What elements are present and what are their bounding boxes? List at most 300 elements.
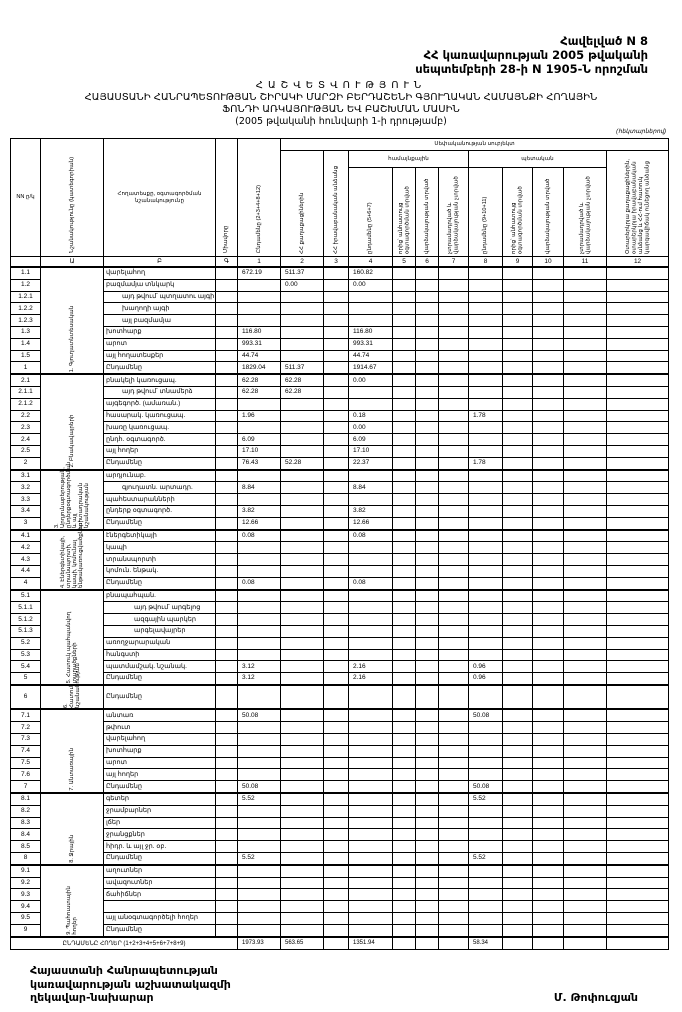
unit-cell [216, 889, 238, 901]
value-cell-col5 [393, 565, 416, 577]
value-cell-col1: 116.80 [238, 326, 281, 338]
value-cell-col8 [469, 734, 503, 746]
header-c6 [416, 168, 439, 257]
value-cell-col10 [533, 494, 564, 506]
unit-cell [216, 386, 238, 398]
value-cell-col6 [416, 291, 439, 303]
index-row [11, 257, 669, 268]
row-number: 3 [11, 517, 41, 529]
unit-cell [216, 410, 238, 422]
table-row [11, 482, 669, 494]
value-cell-col2 [281, 877, 324, 889]
value-cell-col3 [324, 793, 349, 805]
land-type: գյուղատն. արտադր. [104, 482, 216, 494]
value-cell-col11 [564, 494, 607, 506]
row-number: 5.1.2 [11, 614, 41, 626]
total-value-col11 [564, 937, 607, 950]
value-cell-col11 [564, 362, 607, 374]
header-text: ընդամենը (5+6+7) [367, 202, 374, 254]
footer-line: Հայաստանի Հանրապետության [30, 964, 218, 977]
value-cell-col11 [564, 434, 607, 446]
total-value-col3 [324, 937, 349, 950]
land-type: Ընդամենը [104, 673, 216, 685]
value-cell-col10 [533, 853, 564, 865]
value-cell-col1 [238, 877, 281, 889]
value-cell-col12 [607, 422, 669, 434]
value-cell-col1: 3.12 [238, 673, 281, 685]
value-cell-col1 [238, 602, 281, 614]
row-number: 2.3 [11, 422, 41, 434]
value-cell-col5 [393, 470, 416, 482]
value-cell-col7 [439, 853, 469, 865]
value-cell-col7 [439, 350, 469, 362]
value-cell-col4 [349, 769, 393, 781]
land-type: այլ բազմամյա [104, 315, 216, 327]
value-cell-col8 [469, 505, 503, 517]
value-cell-col9 [503, 494, 533, 506]
table-row [11, 291, 669, 303]
value-cell-col8 [469, 757, 503, 769]
value-cell-col2 [281, 530, 324, 542]
value-cell-col4 [349, 722, 393, 734]
value-cell-col11 [564, 637, 607, 649]
value-cell-col9 [503, 554, 533, 566]
header-c9 [503, 168, 533, 257]
unit-cell [216, 734, 238, 746]
value-cell-col2 [281, 757, 324, 769]
index-cell: 12 [607, 257, 669, 268]
value-cell-col7 [439, 530, 469, 542]
category-label: 3. Արդյունաբերության, ընդերքօգտագործման և այլ արտադրական նշանակության [54, 461, 90, 528]
value-cell-col10 [533, 889, 564, 901]
unit-cell [216, 350, 238, 362]
value-cell-col9 [503, 769, 533, 781]
value-cell-col12 [607, 303, 669, 315]
value-cell-col4: 993.31 [349, 338, 393, 350]
value-cell-col3 [324, 590, 349, 602]
value-cell-col3 [324, 877, 349, 889]
value-cell-col9 [503, 505, 533, 517]
value-cell-col3 [324, 362, 349, 374]
value-cell-col12 [607, 924, 669, 936]
value-cell-col1: 6.09 [238, 434, 281, 446]
value-cell-col11 [564, 757, 607, 769]
value-cell-col10 [533, 781, 564, 793]
value-cell-col1 [238, 745, 281, 757]
table-row [11, 505, 669, 517]
value-cell-col1: 8.84 [238, 482, 281, 494]
value-cell-col2 [281, 924, 324, 936]
value-cell-col4 [349, 901, 393, 913]
value-cell-col1 [238, 865, 281, 877]
value-cell-col11 [564, 865, 607, 877]
value-cell-col6 [416, 769, 439, 781]
value-cell-col10 [533, 805, 564, 817]
table-row [11, 817, 669, 829]
category-label: 6. Հատուկ նշանակության [63, 663, 81, 709]
value-cell-col2 [281, 470, 324, 482]
row-number: 3.2 [11, 482, 41, 494]
land-type: այլ հողատեսքեր [104, 350, 216, 362]
value-cell-col11 [564, 386, 607, 398]
header-nn [11, 139, 41, 257]
value-cell-col12 [607, 398, 669, 410]
value-cell-col5 [393, 422, 416, 434]
value-cell-col12 [607, 805, 669, 817]
unit-cell [216, 279, 238, 291]
value-cell-col6 [416, 734, 439, 746]
value-cell-col7 [439, 362, 469, 374]
value-cell-col5 [393, 350, 416, 362]
row-number: 8.3 [11, 817, 41, 829]
value-cell-col10 [533, 505, 564, 517]
table-row [11, 434, 669, 446]
header-unit [216, 139, 238, 257]
value-cell-col1: 62.28 [238, 374, 281, 386]
value-cell-col10 [533, 829, 564, 841]
value-cell-col7 [439, 901, 469, 913]
value-cell-col9 [503, 457, 533, 469]
header-text: Միավորը [223, 224, 230, 253]
value-cell-col10 [533, 757, 564, 769]
table-row [11, 279, 669, 291]
value-cell-col12 [607, 889, 669, 901]
land-type: արգելավայրեր [104, 625, 216, 637]
value-cell-col11 [564, 805, 607, 817]
value-cell-col12 [607, 745, 669, 757]
value-cell-col11 [564, 649, 607, 661]
value-cell-col2 [281, 685, 324, 710]
row-number: 2 [11, 457, 41, 469]
land-type: Ընդամենը [104, 362, 216, 374]
value-cell-col9 [503, 470, 533, 482]
value-cell-col10 [533, 745, 564, 757]
land-type: Ընդամենը [104, 457, 216, 469]
value-cell-col12 [607, 374, 669, 386]
table-row [11, 577, 669, 589]
row-number: 2.4 [11, 434, 41, 446]
value-cell-col11 [564, 482, 607, 494]
value-cell-col10 [533, 326, 564, 338]
value-cell-col12 [607, 734, 669, 746]
value-cell-col3 [324, 924, 349, 936]
value-cell-col7 [439, 602, 469, 614]
value-cell-col11 [564, 565, 607, 577]
value-cell-col2: 511.37 [281, 362, 324, 374]
index-cell: 4 [349, 257, 393, 268]
value-cell-col10 [533, 901, 564, 913]
value-cell-col5 [393, 291, 416, 303]
unit-cell [216, 590, 238, 602]
report-subtitle: ՀԱՅԱՍՏԱՆԻ ՀԱՆՐԱՊԵՏՈՒԹՅԱՆ ՇԻՐԱԿԻ ՄԱՐԶԻ ԲԵՐԴԱՇԵՆԻ ԳՅՈՒՂԱԿԱՆ ՀԱՄԱՅՆՔԻ ՀՈՂԱՅԻՆ [84, 92, 598, 103]
value-cell-col10 [533, 517, 564, 529]
value-cell-col10 [533, 722, 564, 734]
table-row [11, 386, 669, 398]
value-cell-col5 [393, 494, 416, 506]
value-cell-col9 [503, 303, 533, 315]
value-cell-col2 [281, 445, 324, 457]
value-cell-col3 [324, 279, 349, 291]
value-cell-col10 [533, 661, 564, 673]
value-cell-col3 [324, 577, 349, 589]
land-fund-table [10, 138, 669, 950]
table-row [11, 410, 669, 422]
header-c11 [564, 168, 607, 257]
value-cell-col1: 44.74 [238, 350, 281, 362]
unit-cell [216, 267, 238, 279]
value-cell-col7 [439, 434, 469, 446]
value-cell-col12 [607, 841, 669, 853]
land-type: գետեր [104, 793, 216, 805]
value-cell-col3 [324, 673, 349, 685]
signatory-name: Մ. Թոփուզյան [553, 991, 638, 1004]
value-cell-col11 [564, 338, 607, 350]
value-cell-col9 [503, 745, 533, 757]
header-text: Ընդամենը (2+3+4+8+12) [255, 184, 262, 253]
category-cell [41, 518, 104, 590]
value-cell-col6 [416, 614, 439, 626]
value-cell-col7 [439, 637, 469, 649]
value-cell-col12 [607, 565, 669, 577]
land-type: Ընդամենը [104, 685, 216, 710]
value-cell-col7 [439, 554, 469, 566]
value-cell-col6 [416, 482, 439, 494]
index-cell: 11 [564, 257, 607, 268]
header-text: Նշանակությունը (կատեգորիան) [68, 156, 75, 253]
row-number: 5.1.3 [11, 625, 41, 637]
value-cell-col7 [439, 338, 469, 350]
table-row [11, 673, 669, 685]
value-cell-col2 [281, 805, 324, 817]
value-cell-col9 [503, 685, 533, 710]
row-number: 1.4 [11, 338, 41, 350]
value-cell-col5 [393, 877, 416, 889]
value-cell-col7 [439, 625, 469, 637]
row-number: 5.3 [11, 649, 41, 661]
value-cell-col9 [503, 386, 533, 398]
header-text: Օտարերկրյա քաղաքացիներին, օտարերկրյա իրավաբանական անձանց և ՀՀ-ում հատուկ կարգավիճակ ունեցող անձանց [624, 158, 651, 254]
row-number: 5.1 [11, 590, 41, 602]
value-cell-col7 [439, 279, 469, 291]
value-cell-col8 [469, 530, 503, 542]
land-type: ջրանցքներ [104, 829, 216, 841]
value-cell-col9 [503, 757, 533, 769]
table-row [11, 734, 669, 746]
land-type: աղուտներ [104, 865, 216, 877]
value-cell-col12 [607, 386, 669, 398]
value-cell-col12 [607, 470, 669, 482]
land-type: այգեգործ. (ամառան.) [104, 398, 216, 410]
value-cell-col8 [469, 877, 503, 889]
total-value-col8: 58.34 [469, 937, 503, 950]
unit-cell [216, 434, 238, 446]
value-cell-col5 [393, 362, 416, 374]
value-cell-col7 [439, 829, 469, 841]
value-cell-col6 [416, 505, 439, 517]
value-cell-col6 [416, 315, 439, 327]
value-cell-col6 [416, 374, 439, 386]
value-cell-col8 [469, 267, 503, 279]
value-cell-col10 [533, 445, 564, 457]
total-value-col12 [607, 937, 669, 950]
value-cell-col2 [281, 494, 324, 506]
value-cell-col1 [238, 757, 281, 769]
index-cell: 1 [238, 257, 281, 268]
value-cell-col4 [349, 889, 393, 901]
value-cell-col12 [607, 590, 669, 602]
value-cell-col6 [416, 303, 439, 315]
footer-line: կառավարության աշխատակազմի [30, 977, 231, 991]
value-cell-col7 [439, 889, 469, 901]
row-number: 1.5 [11, 350, 41, 362]
table-row [11, 530, 669, 542]
value-cell-col5 [393, 614, 416, 626]
table-row [11, 590, 669, 602]
category-cell [41, 461, 104, 530]
value-cell-col9 [503, 445, 533, 457]
value-cell-col12 [607, 877, 669, 889]
category-cell [41, 865, 104, 937]
total-value-col10 [533, 937, 564, 950]
value-cell-col4: 116.80 [349, 326, 393, 338]
table-row [11, 542, 669, 554]
value-cell-col12 [607, 769, 669, 781]
value-cell-col11 [564, 734, 607, 746]
value-cell-col12 [607, 410, 669, 422]
value-cell-col7 [439, 722, 469, 734]
header-group [41, 139, 104, 257]
unit-cell [216, 457, 238, 469]
value-cell-col5 [393, 338, 416, 350]
value-cell-col12 [607, 291, 669, 303]
value-cell-col3 [324, 530, 349, 542]
row-number: 5.4 [11, 661, 41, 673]
value-cell-col3 [324, 303, 349, 315]
value-cell-col9 [503, 362, 533, 374]
value-cell-col4 [349, 554, 393, 566]
table-row [11, 494, 669, 506]
category-label: 8. Ջրային [69, 834, 75, 863]
value-cell-col11 [564, 745, 607, 757]
value-cell-col4 [349, 625, 393, 637]
value-cell-col2 [281, 673, 324, 685]
signatory-position [30, 964, 231, 1005]
value-cell-col6 [416, 338, 439, 350]
value-cell-col5 [393, 901, 416, 913]
value-cell-col4: 3.82 [349, 505, 393, 517]
category-label: 1. Գյուղատնտեսական [69, 305, 75, 373]
category-cell [41, 709, 104, 793]
value-cell-col3 [324, 637, 349, 649]
value-cell-col7 [439, 398, 469, 410]
value-cell-col10 [533, 386, 564, 398]
value-cell-col4: 12.66 [349, 517, 393, 529]
value-cell-col5 [393, 517, 416, 529]
value-cell-col6 [416, 494, 439, 506]
table-row [11, 445, 669, 457]
value-cell-col1 [238, 769, 281, 781]
value-cell-col10 [533, 913, 564, 925]
value-cell-col9 [503, 793, 533, 805]
land-type: խառը կառուցապ. [104, 422, 216, 434]
value-cell-col1 [238, 279, 281, 291]
value-cell-col11 [564, 422, 607, 434]
index-cell: Գ [216, 257, 238, 268]
unit-cell [216, 542, 238, 554]
value-cell-col3 [324, 422, 349, 434]
value-cell-col10 [533, 303, 564, 315]
value-cell-col8 [469, 901, 503, 913]
value-cell-col2 [281, 315, 324, 327]
value-cell-col4 [349, 841, 393, 853]
value-cell-col5 [393, 913, 416, 925]
value-cell-col6 [416, 865, 439, 877]
value-cell-col2 [281, 817, 324, 829]
value-cell-col2 [281, 901, 324, 913]
value-cell-col3 [324, 913, 349, 925]
value-cell-col8: 1.78 [469, 410, 503, 422]
header-owner: Սեփականության սուբյեկտ [281, 139, 669, 151]
value-cell-col1: 3.82 [238, 505, 281, 517]
index-cell: Բ [104, 257, 216, 268]
value-cell-col11 [564, 517, 607, 529]
value-cell-col9 [503, 565, 533, 577]
value-cell-col11 [564, 829, 607, 841]
value-cell-col7 [439, 913, 469, 925]
value-cell-col10 [533, 279, 564, 291]
value-cell-col9 [503, 614, 533, 626]
value-cell-col12 [607, 445, 669, 457]
value-cell-col6 [416, 530, 439, 542]
value-cell-col4 [349, 649, 393, 661]
value-cell-col4: 2.16 [349, 661, 393, 673]
value-cell-col4: 0.00 [349, 374, 393, 386]
value-cell-col6 [416, 829, 439, 841]
value-cell-col1: 62.28 [238, 386, 281, 398]
table-row [11, 315, 669, 327]
value-cell-col2 [281, 709, 324, 721]
value-cell-col1 [238, 685, 281, 710]
value-cell-col12 [607, 625, 669, 637]
value-cell-col6 [416, 637, 439, 649]
value-cell-col9 [503, 673, 533, 685]
value-cell-col9 [503, 398, 533, 410]
unit-cell [216, 530, 238, 542]
value-cell-col1 [238, 590, 281, 602]
value-cell-col1 [238, 889, 281, 901]
value-cell-col1: 50.08 [238, 709, 281, 721]
value-cell-col5 [393, 482, 416, 494]
table-row [11, 769, 669, 781]
value-cell-col9 [503, 338, 533, 350]
land-type: Ընդամենը [104, 924, 216, 936]
value-cell-col5 [393, 649, 416, 661]
value-cell-col7 [439, 877, 469, 889]
value-cell-col3 [324, 722, 349, 734]
value-cell-col5 [393, 326, 416, 338]
value-cell-col11 [564, 398, 607, 410]
row-number: 4.4 [11, 565, 41, 577]
row-number: 2.1 [11, 374, 41, 386]
value-cell-col2 [281, 554, 324, 566]
unit-cell [216, 470, 238, 482]
land-type: թփուտ [104, 722, 216, 734]
value-cell-col1: 672.19 [238, 267, 281, 279]
value-cell-col8 [469, 889, 503, 901]
value-cell-col11 [564, 817, 607, 829]
value-cell-col4 [349, 303, 393, 315]
value-cell-col6 [416, 841, 439, 853]
